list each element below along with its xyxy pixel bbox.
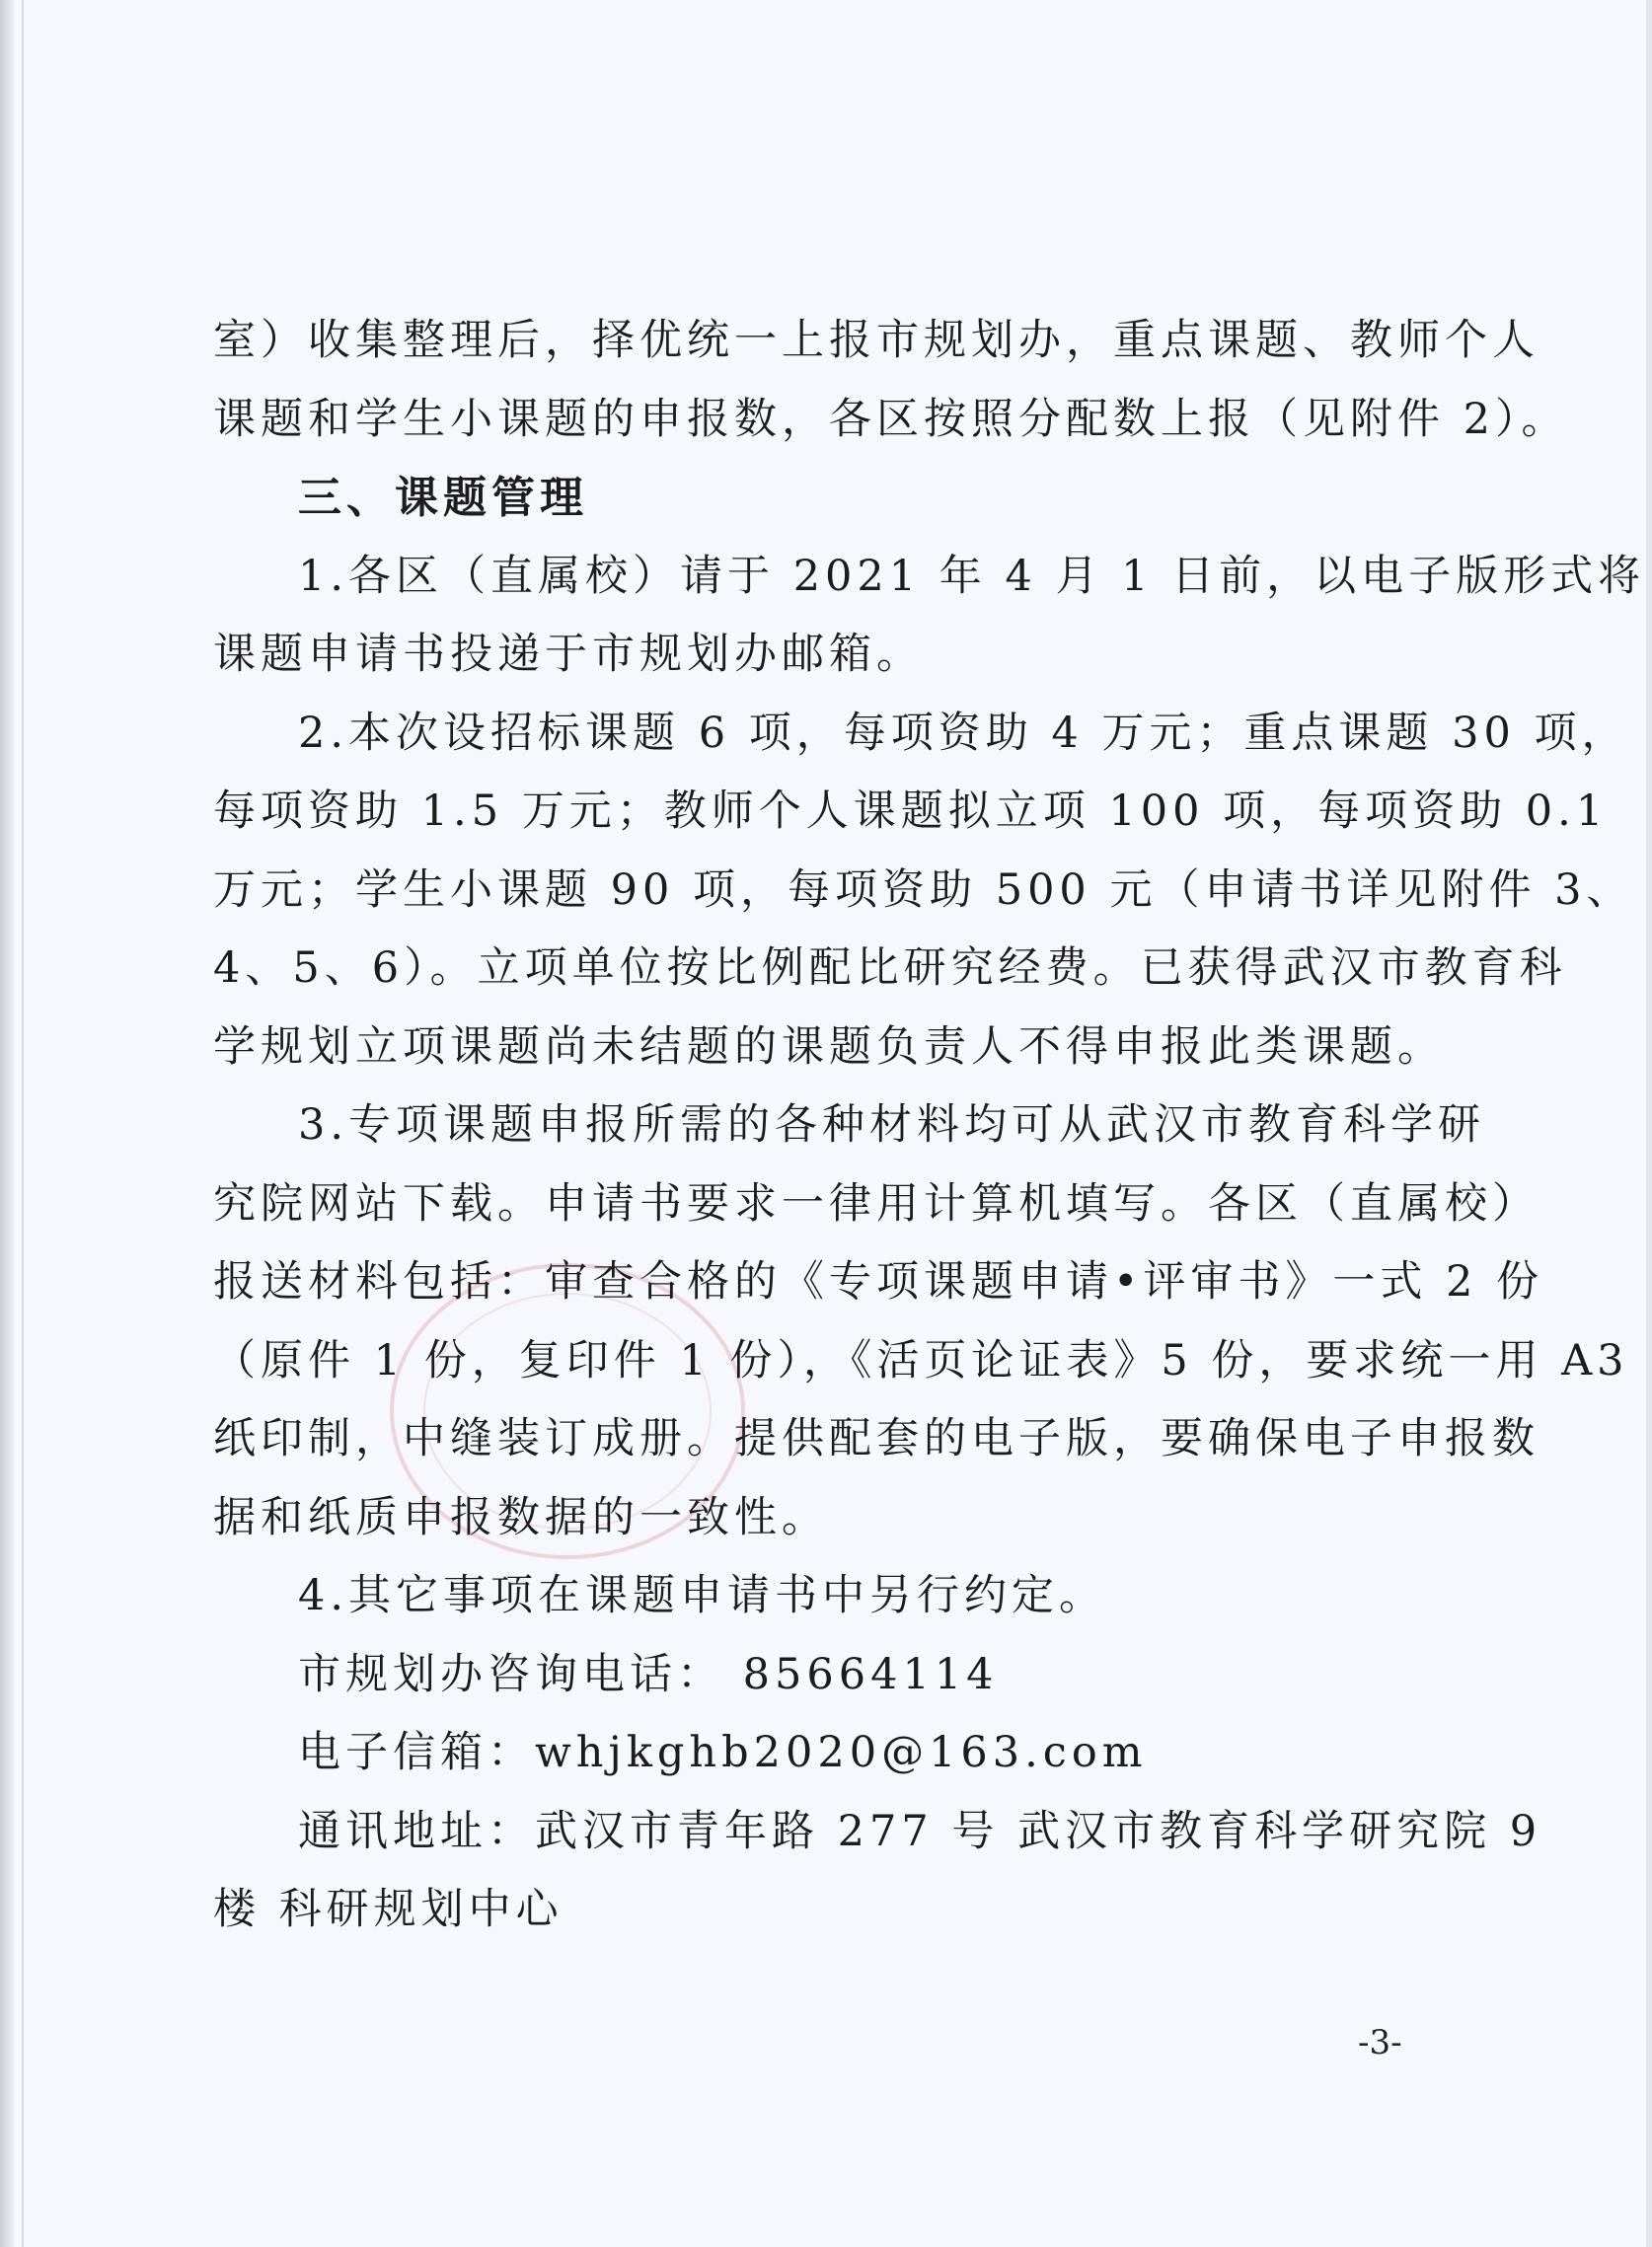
item-4-line: 4.其它事项在课题申请书中另行约定。 (298, 1571, 1107, 1620)
item-2-line: 学规划立项课题尚未结题的课题负责人不得申报此类课题。 (213, 1021, 1445, 1072)
contact-address-continued: 楼 科研规划中心 (213, 1885, 563, 1934)
page-edge-right (1646, 0, 1652, 2247)
body-line: 课题和学生小课题的申报数，各区按照分配数上报（见附件 2）。 (213, 394, 1569, 444)
contact-phone: 市规划办咨询电话： 85664114 (298, 1649, 999, 1699)
item-3-line: 据和纸质申报数据的一致性。 (213, 1492, 829, 1542)
item-3-line: （原件 1 份，复印件 1 份），《活页论证表》5 份，要求统一用 A3 (213, 1335, 1629, 1386)
contact-address: 通讯地址：武汉市青年路 277 号 武汉市教育科学研究院 9 (298, 1806, 1542, 1856)
item-3-line: 纸印制，中缝装订成册。提供配套的电子版，要确保电子申报数 (213, 1414, 1539, 1463)
body-line: 室）收集整理后，择优统一上报市规划办，重点课题、教师个人 (213, 316, 1539, 365)
item-3-line: 3.专项课题申报所需的各种材料均可从武汉市教育科学研 (298, 1100, 1486, 1150)
page-edge-left (0, 0, 14, 2247)
item-2-line: 2.本次设招标课题 6 项，每项资助 4 万元；重点课题 30 项， (298, 708, 1629, 758)
document-body (213, 302, 1646, 1950)
item-2-line: 4、5、6）。立项单位按比例配比研究经费。已获得武汉市教育科 (213, 943, 1567, 993)
scan-binding-line (22, 0, 24, 2247)
page-number: -3- (1358, 2023, 1402, 2062)
contact-email: 电子信箱：whjkghb2020@163.com (298, 1728, 1148, 1777)
item-2-line: 万元；学生小课题 90 项，每项资助 500 元（申请书详见附件 3、 (213, 864, 1634, 915)
item-1-line: 1.各区（直属校）请于 2021 年 4 月 1 日前，以电子版形式将 (298, 551, 1646, 601)
item-3-line: 究院网站下载。申请书要求一律用计算机填写。各区（直属校） (213, 1178, 1539, 1229)
item-2-line: 每项资助 1.5 万元；教师个人课题拟立项 100 项，每项资助 0.1 (213, 786, 1609, 836)
section-heading-topic-management: 三、课题管理 (298, 473, 588, 523)
item-1-line: 课题申请书投递于市规划办邮箱。 (213, 630, 924, 679)
item-3-line: 报送材料包括：审查合格的《专项课题申请•评审书》一式 2 份 (213, 1257, 1544, 1307)
